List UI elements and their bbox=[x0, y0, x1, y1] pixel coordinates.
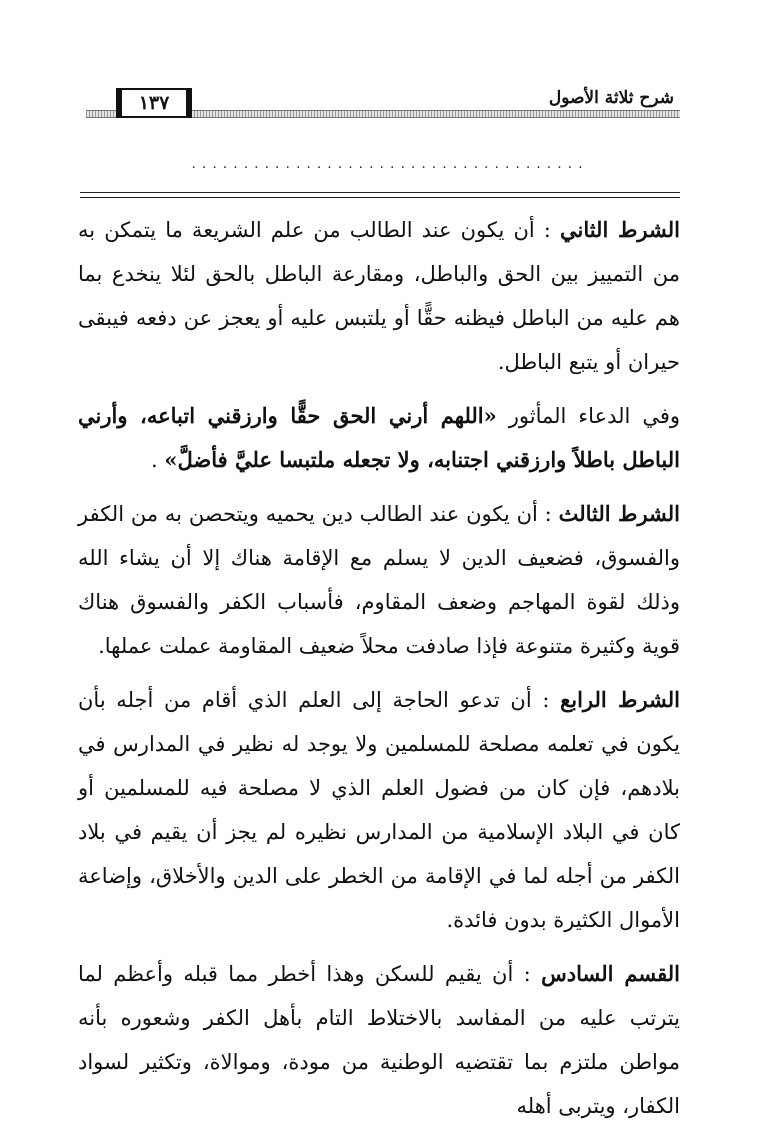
paragraph-second-condition bbox=[78, 208, 680, 384]
paragraph-sixth-section bbox=[78, 952, 680, 1128]
dua-end: . bbox=[151, 448, 158, 472]
running-title: شرح ثلاثة الأصول bbox=[548, 88, 674, 108]
paragraph-dua bbox=[78, 394, 680, 482]
page-number: ١٣٧ bbox=[116, 88, 192, 118]
dua-intro: وفي الدعاء المأثور bbox=[508, 404, 681, 428]
paragraph-third-condition bbox=[78, 492, 680, 668]
paragraph-heading: الشرط الثاني bbox=[559, 217, 680, 242]
paragraph-text: : أن يكون عند الطالب من علم الشريعة ما يتمكن به من التمييز بين الحق والباطل، ومقارعة الباطل بالحق لئلا ينخدع بما هم عليه من الباطل فيظنه حقًّا أو يلتبس عليه أو يعجز عن دفعه فيبقى حيران أو يتبع الباطل. bbox=[78, 218, 680, 374]
double-rule bbox=[80, 192, 680, 198]
paragraph-text: : أن يكون عند الطالب دين يحميه ويتحصن به من الكفر والفسوق، فضعيف الدين لا يسلم مع الإقامة هناك إلا أن يشاء الله وذلك لقوة المهاجم وضعف المقاوم، فأسباب الكفر والفسوق هناك قوية وكثيرة متنوعة فإذا صادفت محلاً ضعيف المقاومة عملت عملها. bbox=[78, 502, 680, 658]
dotted-separator: ...................................... bbox=[191, 156, 589, 172]
paragraph-fourth-condition bbox=[78, 678, 680, 942]
paragraph-heading: الشرط الثالث bbox=[558, 501, 680, 526]
running-header bbox=[86, 82, 680, 122]
body-text bbox=[78, 208, 680, 1138]
paragraph-heading: الشرط الرابع bbox=[560, 687, 680, 712]
paragraph-text: : أن تدعو الحاجة إلى العلم الذي أقام من أجله بأن يكون في تعلمه مصلحة للمسلمين ولا يوجد له نظير في المدارس في بلادهم، فإن كان من فضول العلم الذي لا مصلحة فيه للمسلمين أو كان في البلاد الإسلامية من المدارس نظيره لم يجز أن يقيم في بلاد الكفر من أجله لما في الإقامة من الخطر على الدين والأخلاق، وإضاعة الأموال الكثيرة بدون فائدة. bbox=[78, 688, 680, 932]
dua-quote: «اللهم أرني الحق حقًّا وارزقني اتباعه، وأرني الباطل باطلاً وارزقني اجتنابه، ولا تجعله ملتبسا عليَّ فأضلَّ» bbox=[78, 403, 680, 472]
paragraph-text: : أن يقيم للسكن وهذا أخطر مما قبله وأعظم لما يترتب عليه من المفاسد بالاختلاط التام بأهل الكفر وشعوره بأنه مواطن ملتزم بما تقتضيه الوطنية من مودة، وموالاة، وتكثير لسواد الكفار، ويتربى أهله bbox=[78, 962, 680, 1118]
paragraph-heading: القسم السادس bbox=[541, 961, 680, 986]
